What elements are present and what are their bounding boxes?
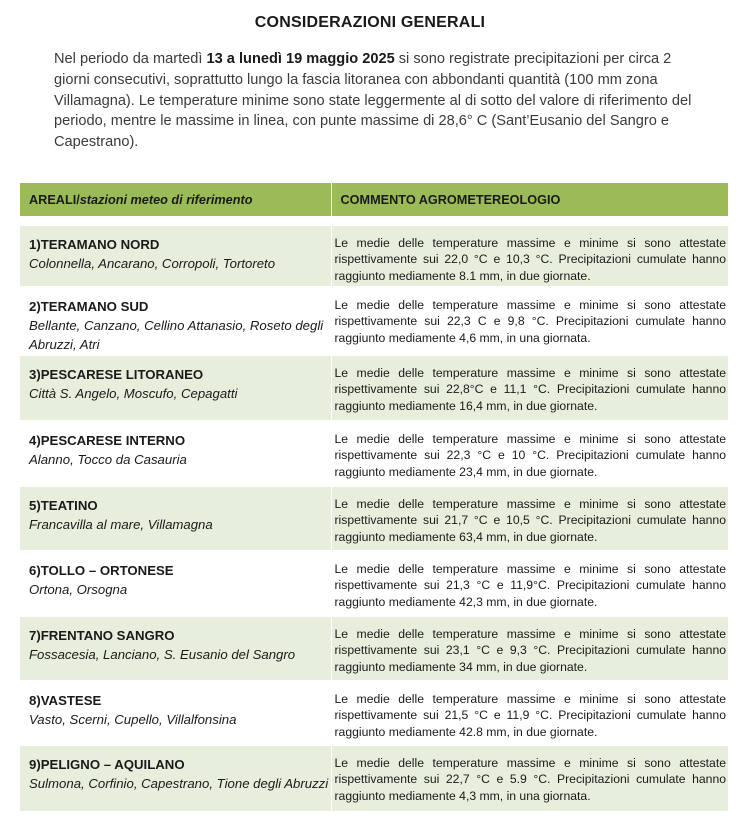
comment-cell: Le medie delle temperature massime e minime si sono attestate rispettivamente sui 22,3 C e 9,8 °C. Precipitazioni cumulate hanno raggiunto mediamente 4,6 mm, in una giornata.	[331, 287, 728, 355]
header-area	[20, 183, 331, 216]
agrometeo-table	[20, 183, 728, 811]
area-stations: Colonnella, Ancarano, Corropoli, Tortoreto	[29, 256, 276, 271]
area-name: 8)VASTESE	[29, 693, 102, 708]
table-header-row	[20, 183, 728, 216]
comment-cell: Le medie delle temperature massime e minime si sono attestate rispettivamente sui 22,7 °C e 5.9 °C. Precipitazioni cumulate hanno raggiunto mediamente 4,3 mm, in una giornata.	[331, 745, 728, 811]
area-stations: Città S. Angelo, Moscufo, Cepagatti	[29, 386, 238, 401]
comment-cell: Le medie delle temperature massime e minime si sono attestate rispettivamente sui 23,1 °C e 9,3 °C. Precipitazioni cumulate hanno raggiunto mediamente 34 mm, in due giornate.	[331, 616, 728, 681]
intro-text-start: Nel periodo da martedì	[54, 51, 207, 67]
intro-date-range: 13 a lunedì 19 maggio 2025	[206, 51, 395, 67]
table-row	[20, 421, 728, 486]
table-row	[20, 225, 728, 287]
table-row	[20, 616, 728, 681]
header-area-italic: stazioni meteo di riferimento	[79, 192, 253, 207]
table-row	[20, 745, 728, 811]
area-name: 7)FRENTANO SANGRO	[29, 628, 175, 643]
area-cell	[20, 745, 331, 811]
area-name: 4)PESCARESE INTERNO	[29, 433, 186, 448]
table-spacer	[20, 216, 728, 225]
area-name: 6)TOLLO – ORTONESE	[29, 563, 174, 578]
area-name: 1)TERAMANO NORD	[29, 237, 160, 252]
area-cell	[20, 421, 331, 486]
comment-cell: Le medie delle temperature massime e minime si sono attestate rispettivamente sui 21,7 °C e 10,5 °C. Precipitazioni cumulate hanno raggiunto mediamente 63,4 mm, in due giornate.	[331, 486, 728, 551]
comment-cell: Le medie delle temperature massime e minime si sono attestate rispettivamente sui 21,5 °C e 11,9 °C. Precipitazioni cumulate hanno raggiunto mediamente 42.8 mm, in due giornate.	[331, 681, 728, 745]
area-name: 2)TERAMANO SUD	[29, 299, 149, 314]
comment-cell: Le medie delle temperature massime e minime si sono attestate rispettivamente sui 22,3 °C e 10 °C. Precipitazioni cumulate hanno raggiunto mediamente 23,4 mm, in due giornate.	[331, 421, 728, 486]
intro-text-end: si sono registrate precipitazioni per circa 2 giorni consecutivi, soprattutto lungo la fascia litoranea con abbondanti quantità (100 mm zona Villamagna). Le temperature minime sono state leggermente al di sotto del valore di riferimento del periodo, mentre le massime in linea, con punte massime di 28,6° C (Sant’Eusanio del Sangro e Capestrano).	[54, 51, 692, 151]
area-name: 3)PESCARESE LITORANEO	[29, 367, 204, 382]
area-stations: Ortona, Orsogna	[29, 582, 128, 597]
area-stations: Vasto, Scerni, Cupello, Villalfonsina	[29, 712, 237, 727]
header-area-bold: AREALI/	[29, 192, 80, 207]
area-cell	[20, 486, 331, 551]
area-cell	[20, 355, 331, 421]
area-stations: Alanno, Tocco da Casauria	[29, 452, 187, 467]
area-cell	[20, 681, 331, 745]
table-row	[20, 355, 728, 421]
area-stations: Sulmona, Corfinio, Capestrano, Tione degli Abruzzi	[29, 776, 329, 791]
table-row	[20, 551, 728, 616]
area-stations: Bellante, Canzano, Cellino Attanasio, Roseto degli Abruzzi, Atri	[29, 318, 324, 352]
area-cell	[20, 616, 331, 681]
area-stations: Fossacesia, Lanciano, S. Eusanio del Sangro	[29, 647, 296, 662]
comment-cell: Le medie delle temperature massime e minime si sono attestate rispettivamente sui 22,0 °C e 10,3 °C. Precipitazioni cumulate hanno raggiunto mediamente 8.1 mm, in due giornate.	[331, 225, 728, 287]
area-cell	[20, 551, 331, 616]
area-cell	[20, 225, 331, 287]
header-comment: COMMENTO AGROMETEREOLOGIO	[331, 183, 728, 216]
comment-cell: Le medie delle temperature massime e minime si sono attestate rispettivamente sui 22,8°C e 11,1 °C. Precipitazioni cumulate hanno raggiunto mediamente 16,4 mm, in due giornate.	[331, 355, 728, 421]
table-row	[20, 681, 728, 745]
area-name: 9)PELIGNO – AQUILANO	[29, 757, 185, 772]
area-name: 5)TEATINO	[29, 498, 98, 513]
table-row	[20, 486, 728, 551]
comment-cell: Le medie delle temperature massime e minime si sono attestate rispettivamente sui 21,3 °C e 11,9°C. Precipitazioni cumulate hanno raggiunto mediamente 42,3 mm, in due giornate.	[331, 551, 728, 616]
page-title: CONSIDERAZIONI GENERALI	[254, 14, 486, 31]
intro-paragraph	[54, 49, 706, 153]
area-cell	[20, 287, 331, 355]
area-stations: Francavilla al mare, Villamagna	[29, 517, 213, 532]
table-row	[20, 287, 728, 355]
